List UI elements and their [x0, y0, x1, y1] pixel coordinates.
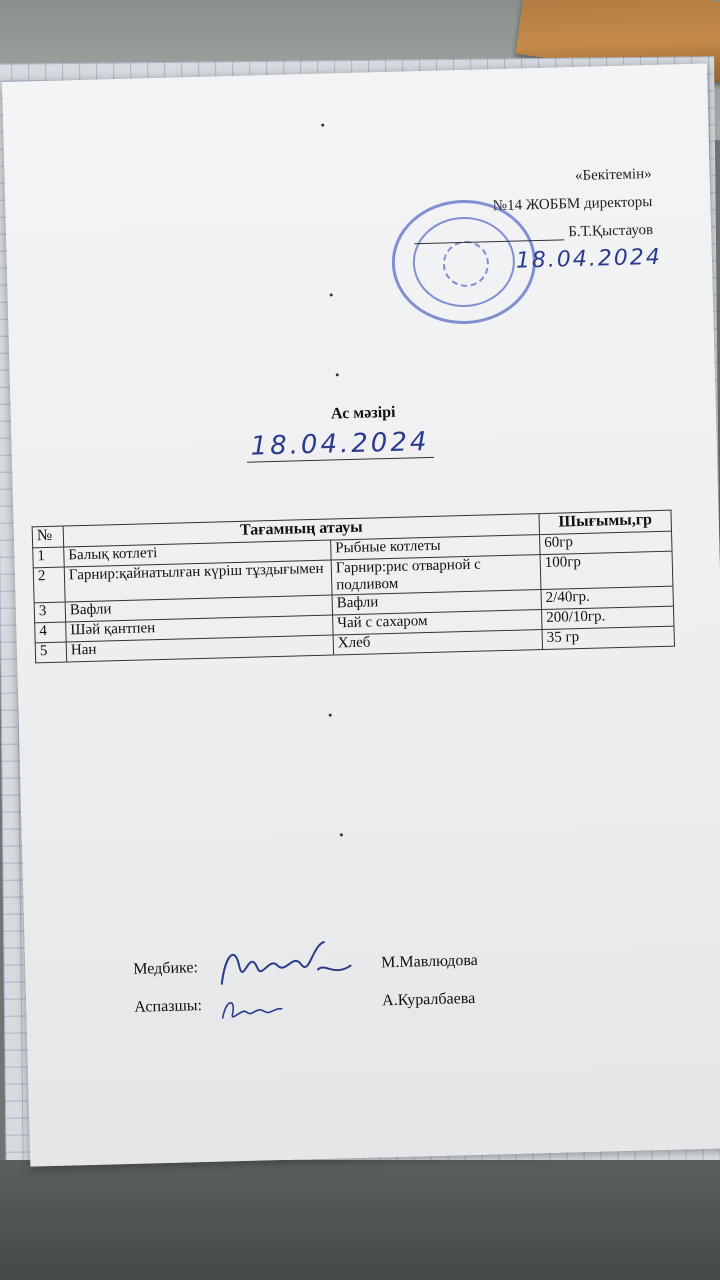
- dish-name-kz: Гарнир:қайнатылған күріш тұздығымен: [64, 560, 332, 602]
- row-number: 4: [35, 622, 67, 643]
- menu-title: Ас мәзірі: [330, 403, 396, 423]
- nurse-role: Медбике:: [133, 959, 199, 978]
- speck: [330, 293, 333, 296]
- header-number: №: [32, 526, 64, 548]
- nurse-signature-row: [133, 951, 478, 999]
- row-number: 2: [33, 567, 65, 603]
- header-dish-name: Тағамның атауы: [63, 514, 539, 547]
- menu-date: 18.04.2024: [246, 427, 434, 463]
- director-label: №14 ЖОББМ директоры: [492, 194, 653, 215]
- cook-role: Аспазшы:: [134, 997, 203, 1016]
- dish-yield: 2/40гр.: [541, 586, 673, 609]
- dish-name-ru: Чай с сахаром: [333, 610, 542, 635]
- dish-yield: 200/10гр.: [541, 606, 673, 629]
- cook-signature-row: [134, 989, 476, 1037]
- speck: [329, 714, 332, 717]
- cook-name: А.Куралбаева: [381, 989, 476, 1010]
- dish-name-ru: Рыбные котлеты: [331, 535, 540, 560]
- dish-name-ru: Гарнир:рис отварной с подливом: [331, 555, 541, 595]
- nurse-name: М.Мавлюдова: [380, 951, 478, 972]
- approval-block: [413, 167, 654, 257]
- dish-name-ru: Хлеб: [333, 630, 542, 655]
- cook-signature: [216, 987, 297, 1029]
- speck: [336, 373, 339, 376]
- dish-name-kz: Балық котлеті: [64, 540, 331, 567]
- director-name: Б.Т.Қыстауов: [568, 222, 654, 241]
- menu-table: [32, 510, 675, 664]
- dish-name-ru: Вафли: [332, 590, 541, 615]
- dish-name-kz: Нан: [66, 635, 333, 662]
- background-bottom: [0, 1160, 720, 1280]
- speck: [321, 124, 324, 127]
- dish-yield: 35 гр: [542, 626, 674, 649]
- menu-document: [2, 64, 720, 1167]
- row-number: 5: [35, 642, 67, 663]
- signatures-block: [133, 951, 478, 1037]
- approval-date: 18.04.2024: [515, 244, 663, 274]
- row-number: 1: [33, 547, 65, 568]
- director-signature-line: [414, 223, 653, 244]
- dish-name-kz: Шәй қантпен: [66, 615, 333, 642]
- row-number: 3: [34, 602, 66, 623]
- header-yield: Шығымы,гр: [539, 510, 672, 534]
- speck: [340, 833, 343, 836]
- dish-yield: 100гр: [540, 551, 673, 589]
- dish-name-kz: Вафли: [65, 595, 332, 622]
- approve-label: «Бекітемін»: [574, 166, 652, 185]
- dish-yield: 60гр: [540, 531, 672, 554]
